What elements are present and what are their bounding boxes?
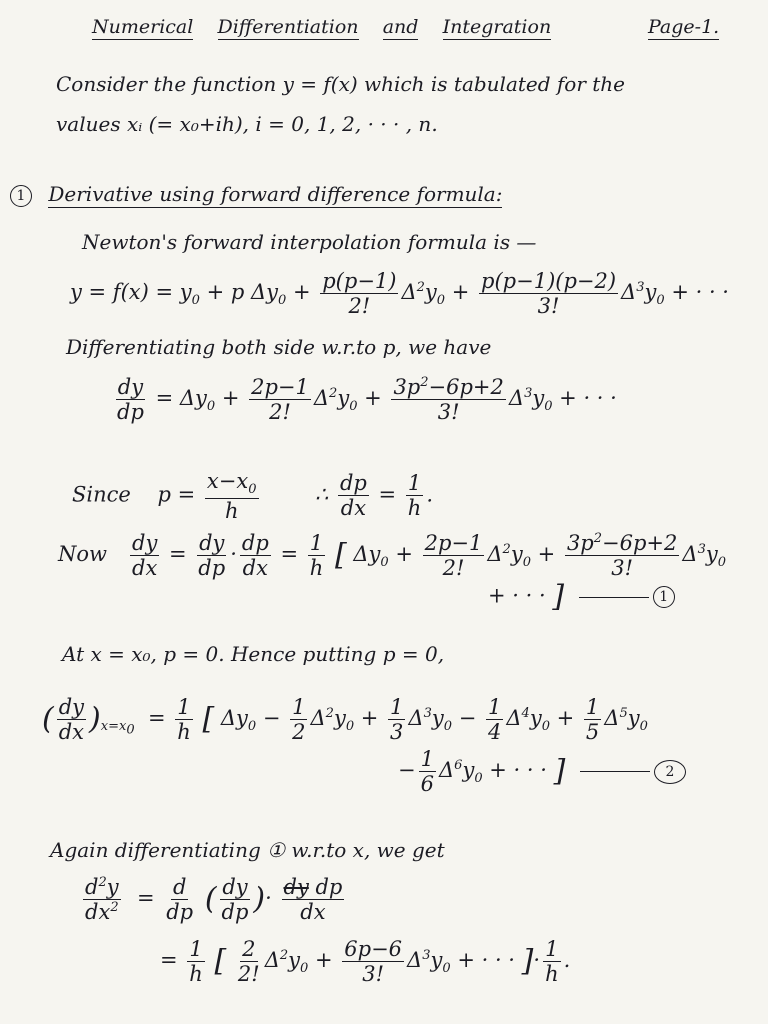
- page-number: Page-1.: [648, 16, 720, 38]
- second-derivative-equation-cont: = $\frac{1}{h}$ [ $\frac{2}{2!}$ $\Delta^2y_0$ + $\frac{6p-6}{3!}$ $\Delta^3y_0$ + · · · ]· $\frac{1}{h}$ .: [160, 937, 571, 987]
- title-word-differentiation: Differentiation: [217, 16, 359, 38]
- newton-forward-formula: $y = f(x) = y_0 + p$ $\Delta y_0$ + $\frac{p(p-1)}{2!}$ $\Delta^2y_0$ + $\frac{p(p-1)(p-2)}{3!}$ $\Delta^3y_0$ + · · ·: [70, 269, 729, 319]
- derivative-at-x0-equation: ( $\frac{dy}{dx}$ )$_{x=x_0}$ = $\frac{1}{h}$ [ $\Delta y_0$ − $\frac{1}{2}$ $\Delta^2y_0$ + $\frac{1}{3}$ $\Delta^3y_0$ − $\frac{1}{4}$ $\Delta^4y_0$ + $\frac{1}{5}$ $\Delta^5y_0$: [42, 695, 648, 745]
- section-number-badge: 1: [10, 185, 32, 207]
- again-differentiating-line: Again differentiating ① w.r.to x, we get: [50, 838, 445, 862]
- dy-dx-equation-cont: + · · · ] 1: [488, 582, 675, 612]
- at-x0-line: At x = x₀, p = 0. Hence putting p = 0,: [62, 642, 445, 666]
- second-derivative-equation: $\frac{d^2y}{dx^2}$ = $\frac{d}{dp}$ ( $\frac{dy}{dp}$ )· $\frac{\text{dy dp}}{dx}$: [85, 875, 343, 925]
- dy-dx-equation: Now $\frac{dy}{dx}$ = $\frac{dy}{dp}$ · $\frac{dp}{dx}$ = $\frac{1}{h}$ [ $\Delta y_0$ + $\frac{2p-1}{2!}$ $\Delta^2y_0$ + $\frac{3p^2-6p+2}{3!}$ $\Delta^3y_0$: [58, 531, 726, 581]
- dy-dp-equation: $\frac{dy}{dp}$ = $\Delta y_0$ + $\frac{2p-1}{2!}$ $\Delta^2y_0$ + $\frac{3p^2-6p+2}{3!}$ $\Delta^3y_0$ + · · ·: [117, 375, 617, 425]
- derivative-at-x0-equation-cont: − $\frac{1}{6}$ $\Delta^6y_0$ + · · · ] 2: [398, 748, 686, 795]
- equation-label-2: 2: [654, 760, 686, 784]
- intro-line-2: values xᵢ (= x₀+ih), i = 0, 1, 2, · · · , n.: [56, 112, 438, 136]
- title-word-numerical: Numerical: [92, 16, 194, 38]
- equation-label-1: 1: [653, 586, 675, 608]
- intro-line-1: Consider the function y = f(x) which is tabulated for the: [56, 72, 626, 96]
- section-heading: [10, 182, 502, 207]
- since-relation: Since p = $\frac{x-x_0}{h}$ ∴ $\frac{dp}{dx}$ = $\frac{1}{h}$ .: [72, 469, 434, 523]
- title-word-and: and: [382, 16, 419, 38]
- section-heading-text: Derivative using forward difference formula:: [48, 182, 503, 206]
- newton-formula-intro: Newton's forward interpolation formula is —: [82, 230, 537, 254]
- now-word: Now: [58, 542, 107, 567]
- title-word-integration: Integration: [442, 16, 552, 38]
- since-word: Since: [72, 482, 131, 507]
- differentiating-line: Differentiating both side w.r.to p, we have: [66, 335, 492, 359]
- page-title: [92, 16, 551, 38]
